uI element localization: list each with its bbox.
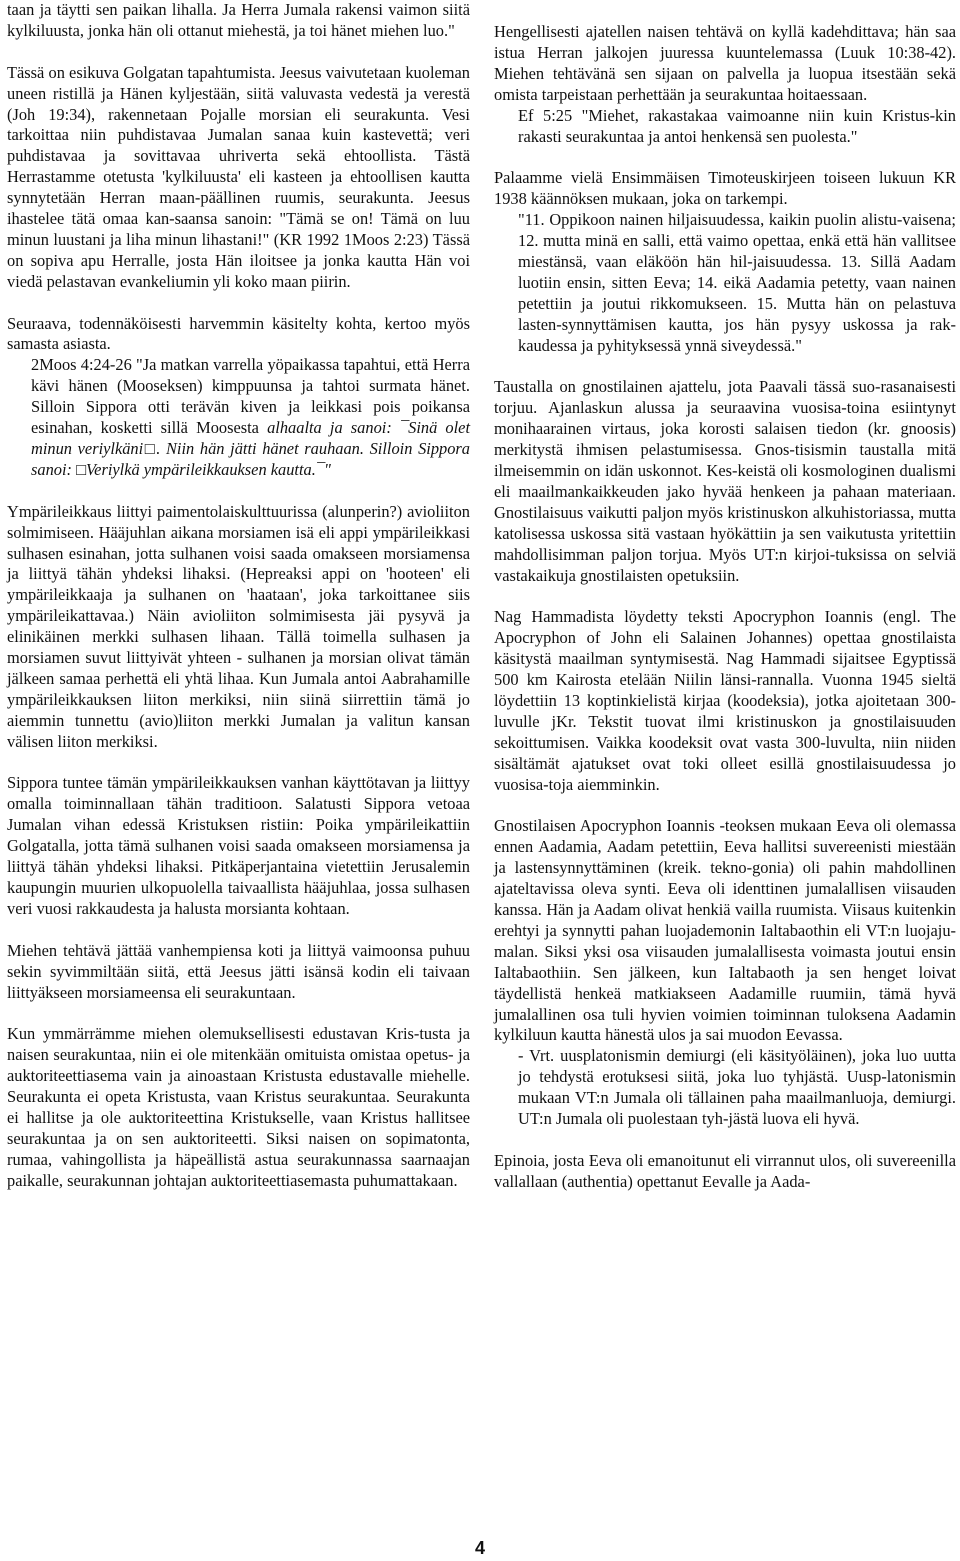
paragraph: taan ja täytti sen paikan lihalla. Ja Herra Jumala rakensi vaimon siitä kylkiluusta, jonka hän oli ottanut miehestä, ja toi hänet miehen luo." (7, 0, 470, 40)
scripture-quote: "11. Oppikoon nainen hiljaisuudessa, kaikin puolin alistu-vaisena; 12. mutta minä en salli, että vaimo opettaa, enkä että hän vallitsee miestänsä, vaan eläköön hän hil-jaisuudessa. 13. Sillä Aadam luotiin ensin, sitten Eeva; 14. eikä Aadamia petetty, vaan nainen petettiin ja joutui rikkomukseen. 15. Mutta hän on pelastuva lasten-synnyttämisen kautta, jos hän pysyy uskossa ja rak-kaudessa ja pyhityksessä ynnä siveydessä." (518, 210, 956, 355)
quote-text: 2Moos 4:24-26 "Ja matkan varrella yöpaikassa tapahtui, että Herra kävi hänen (Mooseksen) kimppuunsa ja tahtoi surmata hänet. Silloin Sippora otti terävän kiven ja leikkasi pois poikansa esinahan, kosketti sillä Moosesta (31, 355, 470, 438)
paragraph: Epinoia, josta Eeva oli emanoitunut eli virrannut ulos, oli suvereenilla vallallaan (authentia) opettanut Eevalle ja Aada- (494, 1150, 956, 1191)
left-column (7, 0, 470, 1192)
paragraph: Nag Hammadista löydetty teksti Apocryphon Ioannis (engl. The Apocryphon of John eli Salainen Johannes) opettaa gnostilaista käsitystä maailman syntymisestä. Nag Hammadi sijaitsee Egyptissä 500 km Kairosta etelään Niilin länsi-rannalla. Vuonna 1945 sieltä löydettiin 13 koptinkielistä kirjaa (koodeksia), jotka ajoitetaan 300-luvulle jKr. Tekstit tuovat ilmi kristinuskon ja gnostilaisuuden sekoittumisen. Vaikka koodeksit ovat vasta 300-luvulta, niin niiden sisältämät ajatukset ovat toki olleet esillä gnostilaisuudessa jo vuosisa-toja aiemminkin. (494, 607, 956, 794)
paragraph: Sippora tuntee tämän ympärileikkauksen vanhan käyttötavan ja liittyy omalla toiminnallaan tähän traditioon. Salatusti Sippora vetoaa Jumalan vihan edessä Kristuksen ristiin: Poika ympärileikattiin Golgatalla, jotta tämä sulhanen voisi saada omakseen morsiamensa ja liittyä tähän yhdeksi lihaksi. Pitkäperjantaina vietettiin Jerusalemin kaupungin muurien ulkopuolella taivaallista hääjuhlaa, jossa sulhasen veri vuosi rakkaudesta ja halusta morsianta kohtaan. (7, 773, 470, 918)
paragraph: Ympärileikkaus liittyi paimentolaiskulttuurissa (alunperin?) avioliiton solmimiseen. Hääjuhlan aikana morsiamen isä eli appi ympärileikkasi sulhasen esinahan, jotta sulhanen voisi saada omakseen morsiamensa ja liittyä tähän yhdeksi lihaksi. (Hepreaksi appi on 'hooteen' eli ympärileikkaaja ja sulhanen on 'haataan', joka tarkoittanee siis ympärileikattavaa.) Näin avioliiton solmimisesta jäi pysyvä ja elinikäinen merkki sulhasen lihaan. Tällä toimella sulhasen ja morsiamen suvut liittyivät yhteen - sulhanen ja morsian olivat tämän jälkeen samaa perhettä eli yhtä lihaa. Kun Jumala antoi Aabrahamille ympärileikkauksen liiton merkiksi, niin siinä siirrettiin tämä jo aiemmin tunnettu (avio)liiton merkki Jumalan ja valitun kansan välisen liiton merkiksi. (7, 501, 470, 751)
page-number: 4 (474, 1538, 485, 1558)
paragraph: Tässä on esikuva Golgatan tapahtumista. Jeesus vaivutetaan kuoleman uneen ristillä ja Hänen kyljestään, siitä valuvasta vedestä ja verestä (Joh 19:34), rakennetaan Pojalle morsian eli seurakunta. Vesi tarkoittaa niin puhdistavaa Jumalan sanaa kuin kastevettä; veri puhdistavaa ja sovittavaa uhriverta sekä ehtoollista. Tästä Herrastamme otetusta 'kylkiluusta' eli kasteen ja ehtoollisen kautta synnytetään Herran maan-päällinen ruumis, seurakunta. Jeesus ihastelee tätä omaa kan-saansa sanoin: "Tämä se on! Tämä on luu minun luustani ja liha minun lihastani!" (KR 1992 1Moos 2:23) Tässä on sopiva apu Herralle, josta Hän iloitsee ja jonka kautta Hän voi viedä pelastavan evankeliumin yli koko maan piirin. (7, 62, 470, 291)
quote-italic-text: alhaalta ja sanoi: ¯Sinä olet minun veriylkäni□. Niin hän jätti hänet rauhaan. Silloin Sippora sanoi: □Veriylkä ympärileikkauksen kautta.¯" (31, 418, 470, 479)
paragraph: Hengellisesti ajatellen naisen tehtävä on kyllä kadehdittava; hän saa istua Herran jalkojen juuressa kuuntelemassa (Luuk 10:38-42). Miehen tehtävänä sen sijaan on palvella ja luopua itsestään sekä omista tarpeistaan perhettään ja seurakuntaa hoitaessaan. (494, 22, 956, 104)
paragraph: Miehen tehtävä jättää vanhempiensa koti ja liittyä vaimoonsa puhuu sekin syvimmiltään siitä, että Jeesus jätti isänsä kodin eli taivaan liittyäkseen morsiameensa eli seurakuntaan. (7, 940, 470, 1002)
paragraph: Seuraava, todennäköisesti harvemmin käsitelty kohta, kertoo myös samasta asiasta. (7, 313, 470, 354)
paragraph: Taustalla on gnostilainen ajattelu, jota Paavali tässä suo-rasanaisesti torjuu. Ajanlaskun alussa ja seuraavina vuosisa-toina esiintynyt monihaarainen virtaus, joka korosti salaisen tiedon (kr. gnoosis) merkitystä ihmisen pelastumisessa. Gnos-tisismin taustalla mitä ilmeisemmin on idän uskonnot. Kes-keistä oli kosmologinen dualismi eli maailmankaikkeuden jako hyvää henkeen ja pahaan materiaan. Gnostilaisuus vaikutti paljon myös kristinuskon alkuhistoriassa, mutta katolisessa uskossa sitä vastaan hyökättiin ja sen vaikutusta yritettiin mahdollisimman paljon torjua. Myös UT:n kirjoi-tuksissa on selviä vastakaikuja gnostilaisten opetuksiin. (494, 377, 956, 585)
paragraph: Gnostilaisen Apocryphon Ioannis -teoksen mukaan Eeva oli olemassa ennen Aadamia, Aadam petettiin, Eeva hallitsi suvereenisti miestään ja lastensynnyttäminen (kreik. tekno-gonia) oli pahin mahdollinen ajateltavissa oleva synti. Eeva oli identtinen jumalallisen viisauden kanssa. Hän ja Aadam olivat henkiä vailla ruumista. Viisaus kuitenkin erehtyi ja synnytti pahan luojademonin Ialtabaothin eli VT:n luojaju-malan. Siksi yksi osa viisauden jumalallisesta voimasta joutui ensin Ialtabaothiin. Sen jälkeen, kun Ialtabaoth ja sen henget loivat täydellistä henkeä matkiakseen Aadamille ruumiin, tämä hyvä jumalallinen osa tuli hyvien voimien toiminnan tuloksena Aadamin kylkiluun kautta hänestä ulos ja sai muodon Eevassa. (494, 816, 956, 1045)
scripture-quote: Ef 5:25 "Miehet, rakastakaa vaimoanne niin kuin Kristus-kin rakasti seurakuntaa ja antoi henkensä sen puolesta." (518, 105, 956, 146)
note-paragraph: - Vrt. uusplatonismin demiurgi (eli käsityöläinen), joka luo uutta jo tehdystä erotuksesi siitä, joka luo tyhjästä. Uusp-latonismin mukaan VT:n Jumala oli tällainen paha maailmanluoja, demiurgi. UT:n Jumala oli puolestaan tyh-jästä luova eli hyvä. (518, 1046, 956, 1129)
paragraph: Kun ymmärrämme miehen olemuksellisesti edustavan Kris-tusta ja naisen seurakuntaa, niin ei ole mitenkään omituista omistaa opetus- ja auktoriteettiasema vain ja ainoastaan Kristusta edustavalle miehelle. Seurakunta ei opeta Kristusta, vaan Kristus seurakuntaa. Seurakunta ei hallitse ja ole auktoriteettina Kristukselle, vaan Kristus hallitsee seurakuntaa ja on sen auktoriteetti. Siksi naisen on sopimatonta, rumaa, vahingollista ja häpeällistä astua seurakunnassa saarnaajan paikalle, seurakunnan johtajan auktoriteettiasemasta puhumattakaan. (7, 1024, 470, 1190)
scripture-quote (7, 355, 470, 480)
paragraph: Palaamme vielä Ensimmäisen Timoteuskirjeen toiseen lukuun KR 1938 käännöksen mukaan, joka on tarkempi. (494, 168, 956, 209)
right-column (494, 22, 956, 1193)
